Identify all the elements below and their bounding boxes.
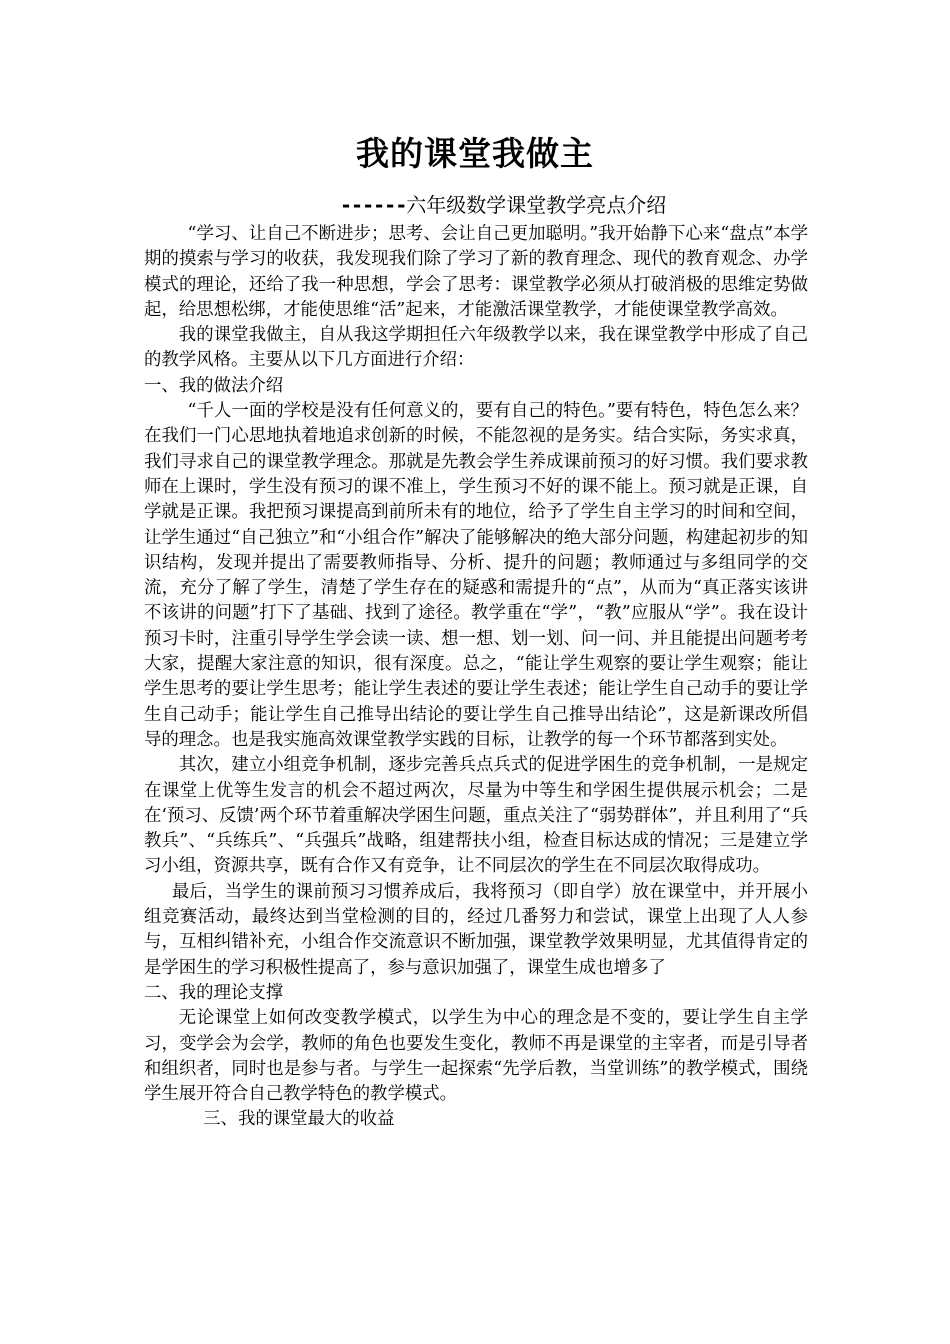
overview-paragraph: 我的课堂我做主，自从我这学期担任六年级教学以来，我在课堂教学中形成了自己的教学风格。主要从以下几方面进行介绍：	[144, 325, 808, 371]
section-heading-1: 一、我的做法介绍	[144, 375, 284, 396]
section-heading-3: 三、我的课堂最大的收益	[203, 1109, 395, 1130]
section-heading-2: 二、我的理论支撑	[144, 982, 284, 1003]
method-paragraph: “千人一面的学校是没有任何意义的，要有自己的特色。”要有特色，特色怎么来？在我们一门心思地执着地追求创新的时候，不能忽视的是务实。结合实际，务实求真，我们寻求自己的课堂教学理念。那就是先教会学生养成课前预习的好习惯。我们要求教师在上课时，学生没有预习的课不准上，学生预习不好的课不能上。预习就是正课，自学就是正课。我把预习课提高到前所未有的地位，给予了学生自主学习的时间和空间，让学生通过“自己独立”和“小组合作”解决了能够解决的绝大部分问题，构建起初步的知识结构，发现并提出了需要教师指导、分析、提升的问题；教师通过与多组同学的交流，充分了解了学生，清楚了学生存在的疑惑和需提升的“点”，从而为“真正落实该讲不该讲的问题”打下了基础、找到了途径。教学重在“学”，“教”应服从“学”。我在设计预习卡时，注重引导学生学会读一读、想一想、划一划、问一问、并且能提出问题考考大家，提醒大家注意的知识，很有深度。总之，“能让学生观察的要让学生观察；能让学生思考的要让学生思考；能让学生表述的要让学生表述；能让学生自己动手的要让学生自己动手；能让学生自己推导出结论的要让学生自己推导出结论”，这是新课改所倡导的理念。也是我实施高效课堂教学实践的目标，让教学的每一个环节都落到实处。	[144, 401, 808, 750]
document-title: 我的课堂我做主	[356, 134, 594, 173]
intro-paragraph: “学习、让自己不断进步；思考、会让自己更加聪明。”我开始静下心来“盘点”本学期的摸索与学习的收获，我发现我们除了学习了新的教育理念、现代的教育观念、办学模式的理论，还给了我一种思想，学会了思考：课堂教学必须从打破消极的思维定势做起，给思想松绑，才能使思维“活”起来，才能激活课堂教学，才能使课堂教学高效。	[144, 224, 808, 320]
theory-paragraph: 无论课堂上如何改变教学模式，以学生为中心的理念是不变的，要让学生自主学习，变学会为会学，教师的角色也要发生变化，教师不再是课堂的主宰者，而是引导者和组织者，同时也是参与者。与学生一起探索“先学后教，当堂训练”的教学模式，围绕学生展开符合自己教学特色的教学模式。	[144, 1008, 808, 1105]
document-subtitle	[340, 189, 666, 218]
subtitle-dashes: ------	[340, 193, 407, 217]
finally-paragraph: 最后，当学生的课前预习习惯养成后，我将预习（即自学）放在课堂中，并开展小组竞赛活动，最终达到当堂检测的目的，经过几番努力和尝试，课堂上出现了人人参与，互相纠错补充，小组合作交流意识不断加强，课堂教学效果明显，尤其值得肯定的是学困生的学习积极性提高了，参与意识加强了，课堂生成也增多了	[144, 881, 808, 978]
competition-paragraph: 其次，建立小组竞争机制，逐步完善兵点兵式的促进学困生的竞争机制，一是规定在课堂上优等生发言的机会不超过两次，尽量为中等生和学困生提供展示机会；二是在‘预习、反馈’两个环节着重解决学困生问题，重点关注了“弱势群体”，并且利用了“兵教兵”、“兵练兵”、“兵强兵”战略，组建帮扶小组，检查目标达成的情况；三是建立学习小组，资源共享，既有合作又有竞争，让不同层次的学生在不同层次取得成功。	[144, 755, 808, 877]
subtitle-text: 六年级数学课堂教学亮点介绍	[406, 193, 667, 217]
document-body	[144, 222, 808, 1133]
